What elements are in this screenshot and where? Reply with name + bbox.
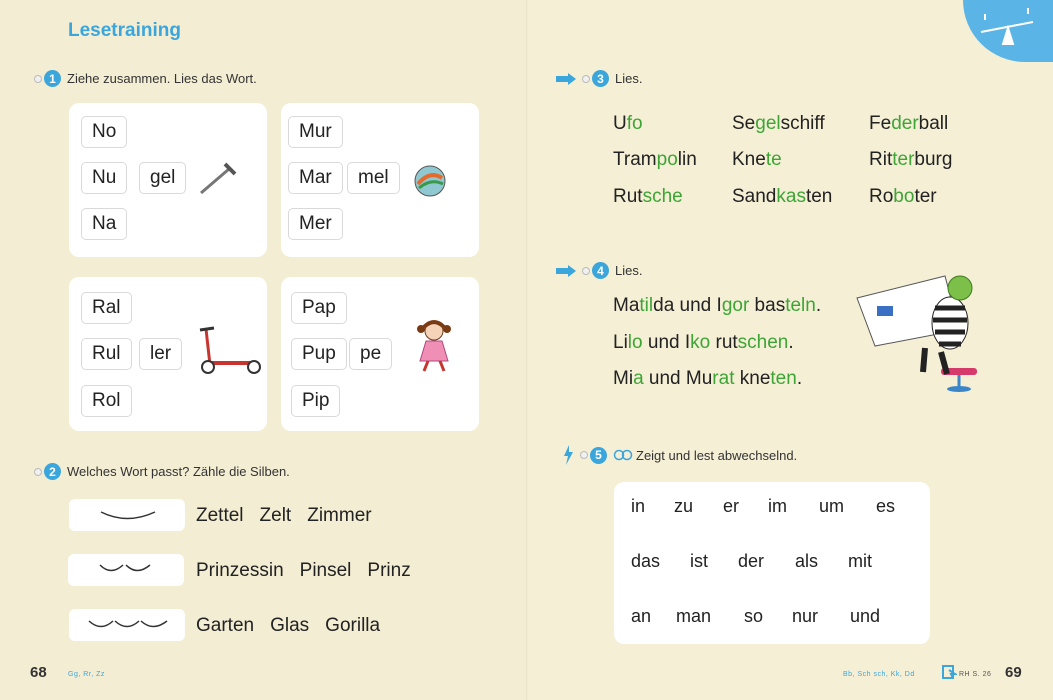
nail-icon — [197, 161, 239, 197]
reading-sentence — [613, 332, 794, 354]
highlighted-syllable: kas — [776, 186, 806, 207]
highlighted-syllable: ko — [690, 332, 711, 353]
syllable-text: Rut — [613, 186, 643, 207]
reading-word — [869, 113, 948, 135]
level-dot-icon — [34, 468, 42, 476]
task-instruction: Ziehe zusammen. Lies das Wort. — [67, 71, 257, 86]
reading-sentence — [613, 295, 821, 317]
syllable-text: rut — [710, 332, 738, 353]
syllable-arc-box-1 — [69, 499, 185, 531]
word-choice: Zettel — [196, 505, 244, 526]
page-number-right: 69 — [1005, 664, 1022, 681]
syllable-text: Mi — [613, 368, 634, 389]
highlighted-syllable: teln — [785, 295, 816, 316]
sight-word: und — [850, 606, 881, 626]
syllable-arcs-icon — [69, 499, 185, 531]
syllable-text: U — [613, 113, 627, 134]
word-choice: Pinsel — [299, 560, 352, 581]
scooter-icon — [196, 325, 264, 375]
syllable-text: Fe — [869, 113, 892, 134]
syllable-box: mel — [347, 162, 400, 194]
sight-word: im — [768, 496, 787, 516]
highlighted-syllable: ten — [770, 368, 797, 389]
task-4 — [556, 262, 642, 279]
level-dot-icon — [34, 75, 42, 83]
syllable-text: bas — [749, 295, 786, 316]
syllable-text: Kne — [732, 149, 766, 170]
task-1 — [34, 70, 257, 87]
word-choice: Garten — [196, 615, 255, 636]
syllable-text: schiff — [780, 113, 825, 134]
sight-word: an — [631, 606, 652, 626]
sight-word: er — [723, 496, 740, 516]
page-number-left: 68 — [30, 664, 47, 681]
syllable-text: Se — [732, 113, 756, 134]
reading-word — [869, 149, 952, 171]
syllable-box: Pip — [291, 385, 340, 417]
pointing-hand-icon — [556, 265, 576, 277]
task-number: 3 — [592, 70, 609, 87]
workbook-reference: RH S. 26 — [959, 671, 992, 678]
highlighted-syllable: a — [633, 368, 644, 389]
highlighted-syllable: sche — [642, 186, 683, 207]
syllable-text: burg — [914, 149, 953, 170]
syllable-text: da und I — [653, 295, 722, 316]
sight-word: um — [819, 496, 845, 516]
syllable-text: Sand — [732, 186, 777, 207]
task-instruction: Zeigt und lest abwechselnd. — [636, 447, 798, 463]
page-title: Lesetraining — [68, 20, 181, 41]
sight-word: ist — [690, 551, 708, 571]
syllable-box: pe — [349, 338, 392, 370]
syllable-arc-box-2 — [68, 554, 184, 586]
word-choice-row-1 — [196, 505, 372, 527]
syllable-text: und Mu — [643, 368, 713, 389]
reading-word — [732, 186, 832, 208]
sight-word: es — [876, 496, 896, 516]
syllable-text: Rit — [869, 149, 893, 170]
sight-word-card — [614, 482, 930, 644]
syllable-box: No — [81, 116, 127, 148]
syllable-text: und I — [642, 332, 691, 353]
syllable-text: lin — [677, 149, 697, 170]
syllable-card-nagel — [69, 103, 267, 257]
syllable-text: . — [815, 295, 822, 316]
highlighted-syllable: schen — [737, 332, 789, 353]
seesaw-corner-badge — [963, 0, 1053, 62]
highlighted-syllable: rat — [712, 368, 735, 389]
reading-word — [613, 186, 683, 208]
syllable-text: ball — [918, 113, 949, 134]
sight-word: als — [795, 551, 819, 571]
reading-word — [869, 186, 937, 208]
workbook-reference-icon — [941, 664, 957, 680]
level-dot-icon — [582, 267, 590, 275]
reading-word — [613, 113, 643, 135]
zebra-painting-illustration — [855, 268, 985, 393]
sight-word: das — [631, 551, 661, 571]
word-choice: Prinz — [367, 560, 411, 581]
task-number: 5 — [590, 447, 607, 464]
highlighted-syllable: fo — [626, 113, 643, 134]
word-choice: Prinzessin — [196, 560, 284, 581]
task-2 — [34, 463, 290, 480]
task-5 — [562, 445, 797, 465]
syllable-box: ler — [139, 338, 182, 370]
syllable-text: ter — [914, 186, 937, 207]
syllable-box: Rol — [81, 385, 132, 417]
word-choice-row-3 — [196, 615, 380, 637]
sight-word: zu — [674, 496, 694, 516]
book-spine — [526, 0, 528, 700]
highlighted-syllable: lo — [627, 332, 643, 353]
pointing-hand-icon — [556, 73, 576, 85]
sight-word: man — [676, 606, 712, 626]
highlighted-syllable: bo — [893, 186, 915, 207]
word-choice: Zimmer — [307, 505, 372, 526]
syllable-text: kne — [734, 368, 771, 389]
highlighted-syllable: gel — [755, 113, 781, 134]
syllable-box: Mur — [288, 116, 343, 148]
footer-topic-left: Gg, Rr, Zz — [68, 671, 105, 678]
syllable-arcs-icon — [69, 609, 185, 641]
highlighted-syllable: til — [639, 295, 654, 316]
sight-word: nur — [792, 606, 819, 626]
syllable-box: Na — [81, 208, 127, 240]
highlighted-syllable: der — [891, 113, 919, 134]
task-instruction: Welches Wort passt? Zähle die Silben. — [67, 464, 290, 479]
syllable-text: Ma — [613, 295, 640, 316]
task-number: 4 — [592, 262, 609, 279]
word-choice: Zelt — [259, 505, 292, 526]
reading-sentence — [613, 368, 802, 390]
highlighted-syllable: po — [656, 149, 678, 170]
footer-topic-right: Bb, Sch sch, Kk, Dd — [843, 671, 915, 678]
sight-word: mit — [848, 551, 872, 571]
syllable-box: gel — [139, 162, 186, 194]
syllable-text: Li — [613, 332, 628, 353]
syllable-box: Pup — [291, 338, 347, 370]
task-number: 2 — [44, 463, 61, 480]
reading-word — [732, 113, 825, 135]
reading-word — [613, 149, 697, 171]
word-choice-row-2 — [196, 560, 411, 582]
syllable-box: Nu — [81, 162, 127, 194]
task-instruction: Lies. — [615, 71, 643, 86]
syllable-card-murmel — [281, 103, 479, 257]
syllable-arc-box-3 — [69, 609, 185, 641]
sight-word: so — [744, 606, 764, 626]
syllable-text: . — [788, 332, 794, 353]
sight-word: der — [738, 551, 765, 571]
word-choice: Gorilla — [325, 615, 381, 636]
syllable-arcs-icon — [68, 554, 184, 586]
task-instruction: Lies. — [615, 263, 643, 278]
word-choice: Glas — [270, 615, 310, 636]
syllable-card-puppe — [281, 277, 479, 431]
syllable-text: . — [796, 368, 803, 389]
syllable-text: ten — [805, 186, 833, 207]
highlighted-syllable: te — [765, 149, 782, 170]
level-dot-icon — [582, 75, 590, 83]
syllable-text: Ro — [869, 186, 894, 207]
highlighted-syllable: gor — [721, 295, 750, 316]
task-number: 1 — [44, 70, 61, 87]
sight-word: in — [631, 496, 646, 516]
doll-icon — [412, 317, 456, 373]
syllable-box: Pap — [291, 292, 347, 324]
syllable-card-roller — [69, 277, 267, 431]
lightning-icon — [562, 445, 574, 465]
syllable-text: Tram — [613, 149, 657, 170]
syllable-box: Ral — [81, 292, 132, 324]
partner-work-icon — [613, 449, 633, 461]
marble-icon — [413, 164, 447, 198]
syllable-box: Rul — [81, 338, 132, 370]
highlighted-syllable: ter — [892, 149, 915, 170]
reading-word — [732, 149, 782, 171]
level-dot-icon — [580, 451, 588, 459]
syllable-box: Mar — [288, 162, 343, 194]
task-3 — [556, 70, 642, 87]
syllable-box: Mer — [288, 208, 343, 240]
